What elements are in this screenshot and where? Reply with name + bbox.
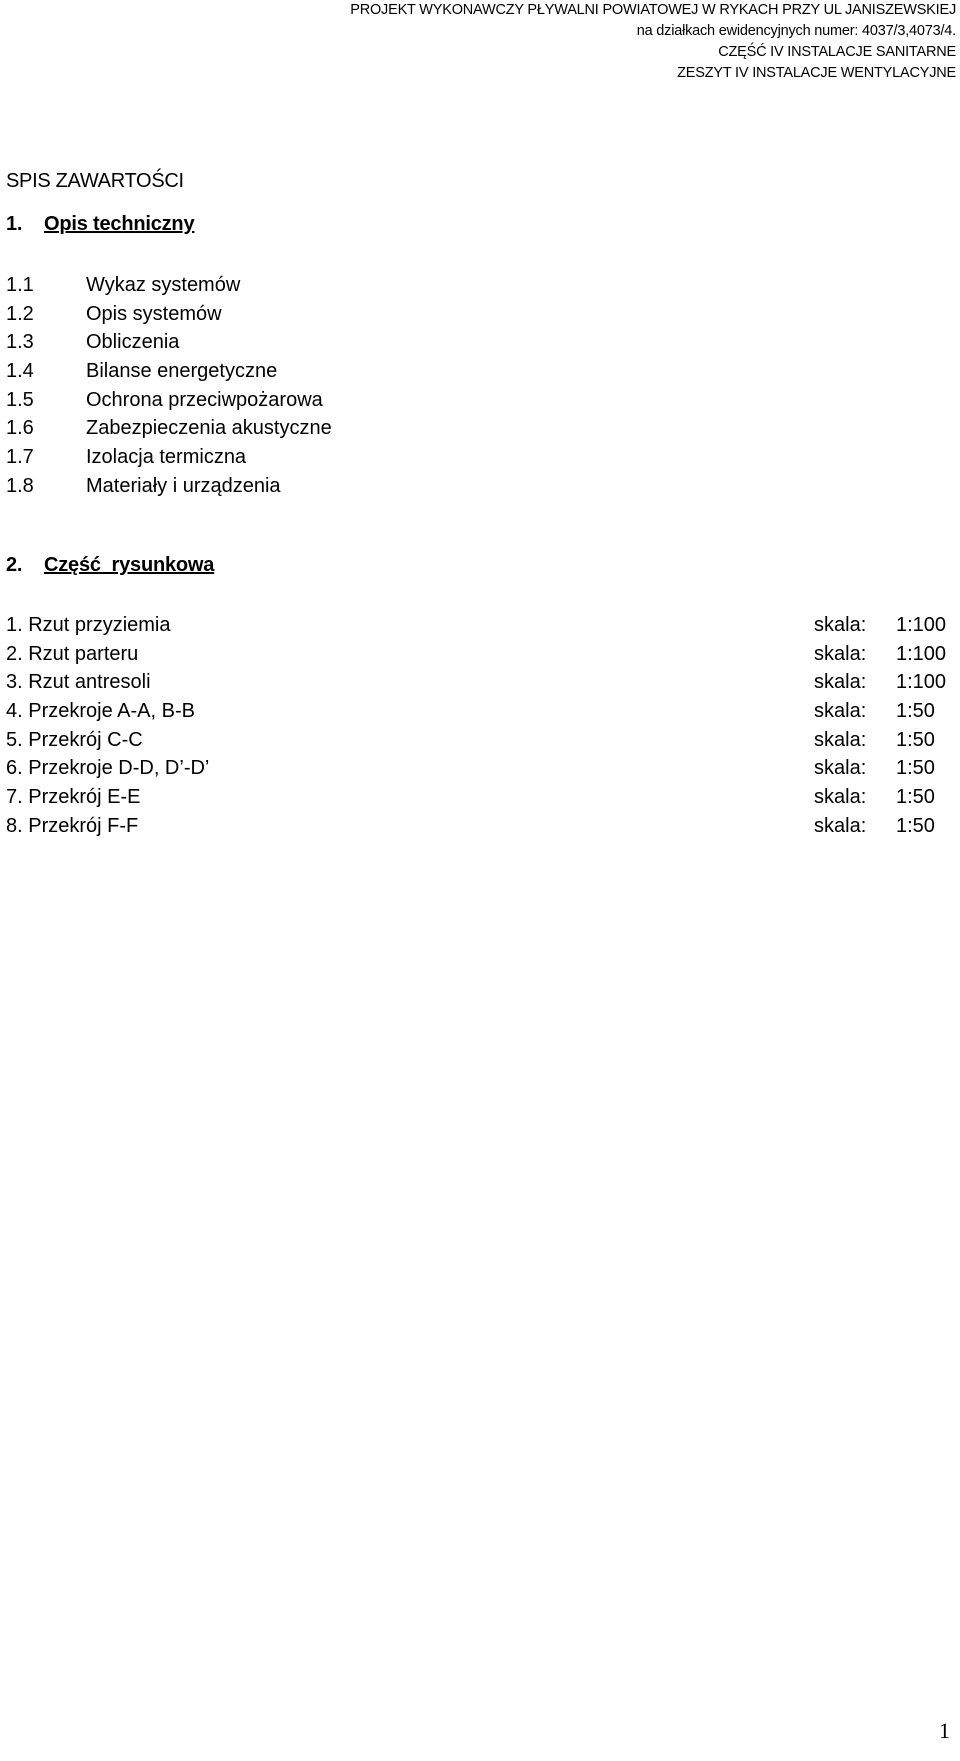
drawing-label: 1. Rzut przyziemia xyxy=(6,614,171,636)
item-label: Wykaz systemów xyxy=(86,274,241,296)
scale-value: 1:50 xyxy=(896,814,935,837)
drawing-label: 7. Przekrój E-E xyxy=(6,786,141,809)
drawing-label: 5. Przekrój C-C xyxy=(6,728,143,751)
drawing-label: 8. Przekrój F-F xyxy=(6,814,139,837)
item-label: Obliczenia xyxy=(86,331,180,354)
section-title: Część rysunkowa xyxy=(44,554,215,576)
item-label: Bilanse energetyczne xyxy=(86,360,278,383)
page-number: 1 xyxy=(939,1718,950,1743)
section-number: 1. xyxy=(6,213,23,235)
scale-label: skala: xyxy=(814,814,867,837)
item-number: 1.3 xyxy=(6,331,34,354)
scale-value: 1:100 xyxy=(896,671,947,694)
list-item xyxy=(6,300,606,329)
list-item xyxy=(6,414,606,443)
drawings-list xyxy=(6,611,946,841)
list-item xyxy=(6,271,606,300)
item-label: Izolacja termiczna xyxy=(86,446,247,469)
list-item xyxy=(6,812,946,841)
list-item xyxy=(6,611,946,640)
list-item xyxy=(6,357,606,386)
item-number: 1.7 xyxy=(6,446,34,469)
header-line-project: PROJEKT WYKONAWCZY PŁYWALNI POWIATOWEJ W RYKACH PRZY UL JANISZEWSKIEJ xyxy=(350,2,956,18)
drawing-label: 4. Przekroje A-A, B-B xyxy=(6,700,195,723)
item-number: 1.6 xyxy=(6,417,34,440)
scale-label: skala: xyxy=(814,671,867,694)
item-label: Opis systemów xyxy=(86,302,222,325)
scale-value: 1:50 xyxy=(896,700,935,723)
drawing-label: 2. Rzut parteru xyxy=(6,642,139,665)
drawing-label: 6. Przekroje D-D, D’-D’ xyxy=(6,757,210,780)
section-title: Opis techniczny xyxy=(44,213,195,235)
item-number: 1.1 xyxy=(6,274,34,296)
scale-value: 1:100 xyxy=(896,614,947,636)
section-heading-drawings xyxy=(6,554,214,577)
scale-label: skala: xyxy=(814,614,867,636)
section-heading-technical xyxy=(6,213,194,236)
document-header xyxy=(256,0,956,84)
scale-value: 1:50 xyxy=(896,786,935,809)
list-item xyxy=(6,443,606,472)
scale-label: skala: xyxy=(814,642,867,665)
list-item xyxy=(6,726,946,755)
list-item xyxy=(6,386,606,415)
item-number: 1.2 xyxy=(6,302,34,325)
list-item xyxy=(6,472,606,501)
scale-value: 1:50 xyxy=(896,757,935,780)
scale-value: 1:50 xyxy=(896,728,935,751)
item-number: 1.8 xyxy=(6,474,34,497)
scale-label: skala: xyxy=(814,786,867,809)
section-number: 2. xyxy=(6,554,23,576)
toc-title: SPIS ZAWARTOŚCI xyxy=(6,170,184,192)
list-item xyxy=(6,640,946,669)
header-line-part: CZĘŚĆ IV INSTALACJE SANITARNE xyxy=(718,44,956,60)
drawing-label: 3. Rzut antresoli xyxy=(6,671,151,694)
list-item xyxy=(6,328,606,357)
item-label: Materiały i urządzenia xyxy=(86,474,281,497)
list-item xyxy=(6,754,946,783)
list-item xyxy=(6,697,946,726)
item-label: Zabezpieczenia akustyczne xyxy=(86,417,332,440)
technical-items-list xyxy=(6,271,606,501)
list-item xyxy=(6,783,946,812)
list-item xyxy=(6,668,946,697)
item-number: 1.5 xyxy=(6,388,34,411)
scale-label: skala: xyxy=(814,700,867,723)
scale-value: 1:100 xyxy=(896,642,947,665)
header-line-volume: ZESZYT IV INSTALACJE WENTYLACYJNE xyxy=(677,65,956,81)
header-line-parcels: na działkach ewidencyjnych numer: 4037/3,4073/4. xyxy=(636,23,956,39)
scale-label: skala: xyxy=(814,757,867,780)
item-label: Ochrona przeciwpożarowa xyxy=(86,388,323,411)
item-number: 1.4 xyxy=(6,360,34,383)
scale-label: skala: xyxy=(814,728,867,751)
